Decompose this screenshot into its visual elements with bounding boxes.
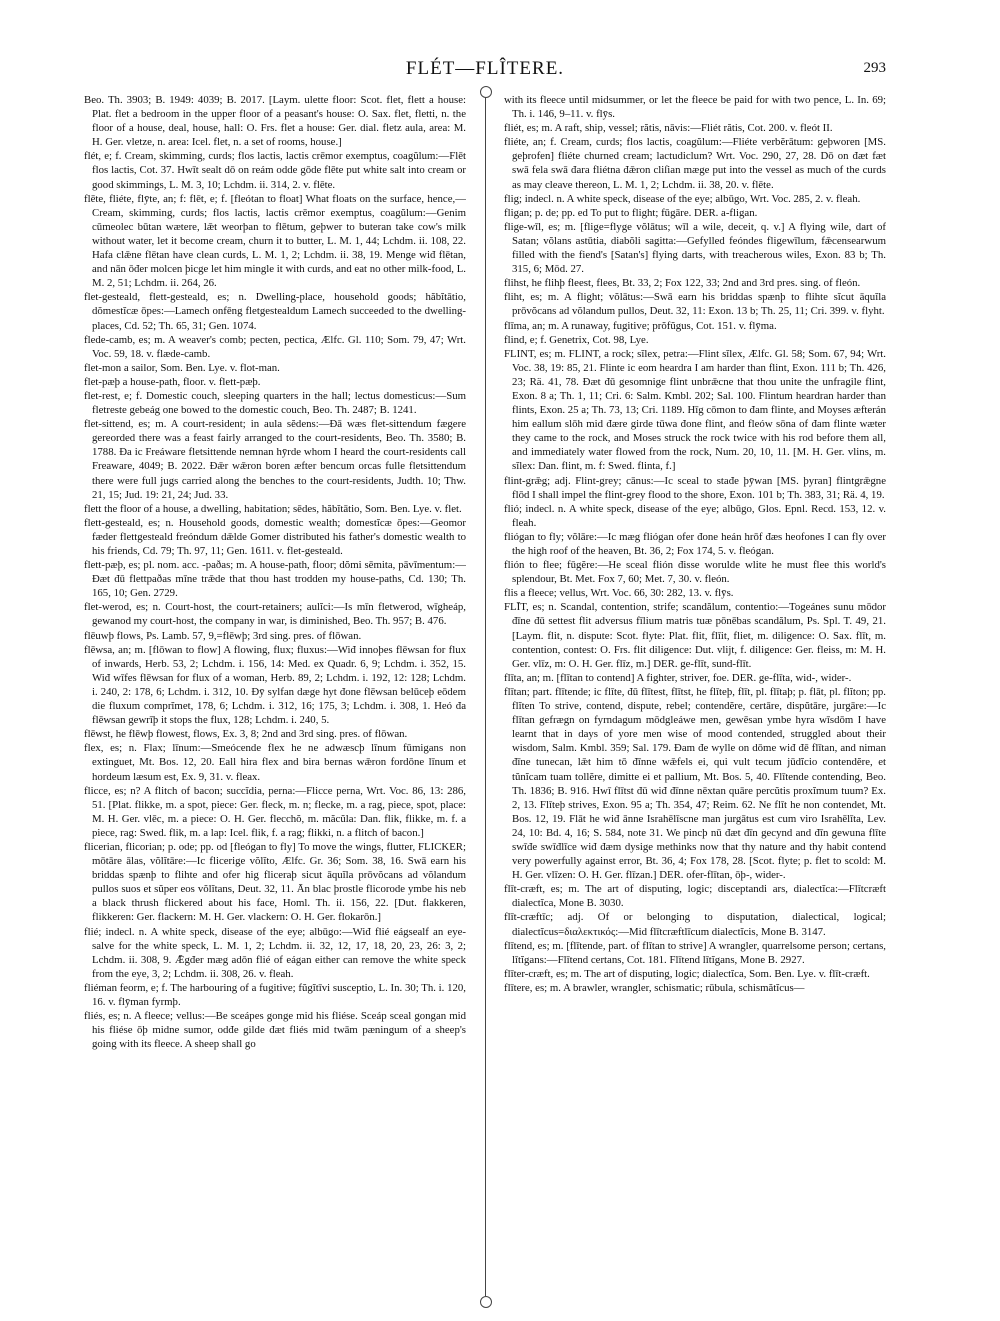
dictionary-entry: flión to flee; fūgĕre:—He sceal flión đisse worulde wlite he must flee this world's splendour, Bt. Met. Fox 7, 60; Met. 7, 30. v. fleón. <box>504 559 886 586</box>
dictionary-entry: flind, e; f. Genetrix, Cot. 98, Lye. <box>504 333 649 346</box>
dictionary-entry: flēuwþ flows, Ps. Lamb. 57, 9,=flēwþ; 3rd sing. pres. of flōwan. <box>84 629 362 642</box>
dictionary-entry: flet-sittend, es; m. A court-resident; in aula sĕdens:—Đā wæs flet-sittendum fægere gereorded there was a feast fairly arranged to the court-residents, Beo. Th. 3580; B. 1788. Đa ic Freáware fletsittende nemnan hȳrde whom I heard the court-residents call Freaware, 4049; B. 2022. Đǣr wǣron boren æfter bencum orcas fulle fletsittendum there were full jugs carried along the benches to the court-residents, Judth. 10; Thw. 21, 15; Jud. 19: 21, 24; Jud. 33. <box>84 418 466 501</box>
dictionary-entry: flett the floor of a house, a dwelling, habitation; sēdes, hăbĭtātio, Som. Ben. Lye. v. flet. <box>84 502 462 515</box>
dictionary-entry: flet-pæþ a house-path, floor. v. flett-pæþ. <box>84 375 261 388</box>
dictionary-entry: flint-grǣg; adj. Flint-grey; cānus:—Ic sceal to stađe þȳwan [MS. þyran] flintgrǣgne flōd I shall impel the flint-grey flood to the shore, Exon. 101 b; Th. 383, 31; Rä. 4, 19. <box>504 474 886 501</box>
dictionary-entry: flīt-cræftīc; adj. Of or belonging to disputation, dialectical, logical; dialectĭcus=διαλεκτικός:—Mid flītcræftlīcum dialectĭcis, Mone B. 3147. <box>504 911 886 938</box>
dictionary-entry: fliógan to fly; vŏlāre:—Ic mæg fliógan ofer đone heán hrōf đæs heofones I can fly over the high roof of the heaven, Bt. 36, 2; Fox 174, 5. v. fleógan. <box>504 530 886 557</box>
dictionary-entry: flet-rest, e; f. Domestic couch, sleeping quarters in the hall; lectus domesticus:—Sum fletreste gebeág one bowed to the domestic couch, Beo. Th. 2487; B. 1241. <box>84 389 466 417</box>
dictionary-entry: flīma, an; m. A runaway, fugitive; prŏfŭgus, Cot. 151. v. flȳma. <box>504 319 777 332</box>
left-column <box>84 93 466 1298</box>
dictionary-entry: flēwsa, an; m. [flōwan to flow] A flowing, flux; fluxus:—Wiđ innoþes flēwsan for flux of inwards, Herb. 53, 2; Lchdm. i. 156, 14: Med. ex Quadr. 6, 9; Lchdm. i. 352, 15. Wiđ wīfes flēwsan for flux of a woman, Herb. 89, 2; Lchdm. i. 192, 12: 128; Lchdm. i. 240, 2: 178, 6; Lchdm. i. 312, 10. Đȳ sylfan dæge hyt đone flēwsan belūceþ eōdem die fluxum comprĭmet, 178, 6; Lchdm. i. 312, 16; 175, 3; Lchdm. i. 308, 1. Heó đa flēwsan gewrīþ it stops the flux, 128; Lchdm. i. 240, 5. <box>84 643 466 727</box>
dictionary-entry: flió; indecl. n. A white speck, disease of the eye; albūgo, Glos. Epnl. Recd. 153, 12. v. fleah. <box>504 502 886 529</box>
dictionary-entry: flītere, es; m. A brawler, wrangler, schismatic; rūbula, schismătĭcus— <box>504 981 805 994</box>
dictionary-entry: flig; indecl. n. A white speck, disease of the eye; albūgo, Wrt. Voc. 285, 2. v. fleah. <box>504 192 861 205</box>
dictionary-entry: fliéte, an; f. Cream, curds; flos lactis, coagŭlum:—Fliéte verbĕrātum: geþworen [MS. geþrofen] fliéte churned cream; lactudiclum? Wrt. Voc. 290, 27, 28. Dō on đæt fæt swā fela swā đara fliétna đǣron cliſian mæge put into the vessel as much of the curds as may cleave thereon, L. M. 1, 2; Lchdm. ii. 38, 20. v. flēte. <box>504 136 886 191</box>
dictionary-entry: flet-gesteald, flett-gesteald, es; n. Dwelling-place, household goods; hăbĭtātio, dŏmestĭcæ ōpes:—Lamech onfēng fletgestealdum Lamech succeeded to the dwelling-places, Cd. 52; Th. 65, 31; Gen. 1074. <box>84 291 466 332</box>
dictionary-entry: FLĪT, es; n. Scandal, contention, strife; scandălum, contentio:—Togeánes sunu mōdor đīne đū settest flit adversus fīlium matris tuæ pōnēbas scandălum, Ps. Spl. T. 49, 21. [Laym. flit, n. dispute: Scot. flyte: Plat. flit, flīit, fliet, m. diligence: O. Sax. flīt, m. contention, contest: O. Frs. flit diligence: Dut. vlijt, f. diligence: Ger. fleiss, m: M. H. Ger. vlīz, m: O. H. Ger. flīz, m.] DER. ge-flīt, sund-flīt. <box>504 601 886 670</box>
dictionary-entry: Beo. Th. 3903; B. 1949: 4039; B. 2017. [Laym. ulette floor: Scot. flet, flett a house: Plat. flet a bedroom in the upper floor of a peasant's house: O. Sax. flet, fletti, n. the floor of a house, deal, house, hall: O. Frs. flet a house: Ger. dial. fletz aula, area: M. H. Ger. vletze, n. area: Icel. flet, n. a set of rooms, house.] <box>84 94 466 149</box>
page-number: 293 <box>863 60 886 76</box>
dictionary-entry: with its fleece until midsummer, or let the fleece be paid for with two pence, L. In. 69; Th. i. 146, 9–11. v. flȳs. <box>504 94 886 121</box>
dictionary-entry: flett-pæþ, es; pl. nom. acc. -paðas; m. A house-path, floor; dŏmi sēmita, pāvīmentum:—Đæt đū flettpaðas mīne trǣde that thou hast trodden my house-paths, Cd. 130; Th. 165, 10; Gen. 2729. <box>84 559 466 600</box>
divider-bottom-ornament <box>480 1296 492 1308</box>
right-column <box>504 93 886 1298</box>
dictionary-entry: flet-werod, es; n. Court-host, the court-retainers; aulĭci:—Is mīn fletwerod, wīgheáp, gewanod my court-host, the company in war, is diminished, Beo. Th. 957; B. 476. <box>84 601 466 628</box>
dictionary-entry: fliht, es; m. A flight; vŏlātus:—Swā earn his briddas spænþ to flihte sĭcut āquĭla prōvŏcans ad vŏlandum pullos, Deut. 32, 11: Exon. 13 b; Th. 25, 11; Cri. 399. v. flyht. <box>504 291 886 318</box>
dictionary-entry: flēwst, he flēwþ flowest, flows, Ex. 3, 8; 2nd and 3rd sing. pres. of flōwan. <box>84 728 408 741</box>
dictionary-entry: flede-camb, es; m. A weaver's comb; pecten, pectica, Ælfc. Gl. 110; Som. 79, 47; Wrt. Voc. 59, 18. v. flæde-camb. <box>84 333 466 360</box>
dictionary-entry: flét, e; f. Cream, skimming, curds; flos lactis, lactis crēmor exemptus, coagŭlum:—Flēt flos lactis, Cot. 37. Hwīt sealt dō on reám odde gōde flēte put white salt into cream or good skimmings, L. M. 3, 10; Lchdm. ii. 314, 2. v. flēte. <box>84 150 466 191</box>
dictionary-entry: fliét, es; m. A raft, ship, vessel; rătis, nāvis:—Fliét rătis, Cot. 200. v. fleót II. <box>504 122 833 135</box>
divider-top-ornament <box>480 86 492 98</box>
dictionary-entry: flīter-cræft, es; m. The art of disputing, logic; dialectĭca, Som. Ben. Lye. v. flīt-cræft. <box>504 967 870 980</box>
dictionary-entry: flēte, fliéte, flȳte, an; f: flēt, e; f. [fleótan to float] What floats on the surface, hence,—Cream, skimming, curds; flos lactis, lactis crēmor exemptus, coagŭlum:—Genim cūmeolec būtan wætere, lǣt weorþan to flētum, geþwer to buteran take cow's milk without water, let it become cream, churn it to butter, L. M. 1, 44; Lchdm. ii. 108, 22. Hafa clǣne flētan have clean curds, L. M. 1, 2; Lchdm. ii. 38, 19. Menge wiđ flētan, and nān ōđer molcen þicge let him mingle it with curds, and eat no other milk-food, L. M. 2, 51; Lchdm. ii. 264, 26. <box>84 192 466 290</box>
dictionary-entry: flītend, es; m. [flītende, part. of flītan to strive] A wrangler, quarrelsome person; certans, lītĭgans:—Flītend certans, Cot. 181. Flītend lītĭgans, Mone B. 2927. <box>504 939 886 966</box>
page-header <box>84 58 886 86</box>
dictionary-entry: fliéman feorm, e; f. The harbouring of a fugitive; fŭgĭtīvi susceptio, L. In. 30; Th. i. 120, 16. v. flȳman fyrmþ. <box>84 981 466 1008</box>
dictionary-entry: flīt-cræft, es; m. The art of disputing, logic; disceptandi ars, dialectĭca:—Flītcræft dialectĭca, Mone B. 3030. <box>504 883 886 910</box>
dictionary-entry: flié; indecl. n. A white speck, disease of the eye; albūgo:—Wiđ flié eágsealf an eye-salve for the white speck, L. M. 1, 2; Lchdm. ii. 32, 12, 17, 18, 20, 23, 26: 3, 2; Lchdm. ii. 308, 9. Ǣgđer mæg adōn flié of eágan either can remove the white speck from the eye, 3, 2; Lchdm. ii. 308, 26. v. fleah. <box>84 925 466 980</box>
dictionary-entry: flex, es; n. Flax; līnum:—Smeócende flex he ne adwæscþ līnum fūmigans non extinguet, Mt. Bos. 12, 20. Eall hira flex and bira bernas wǣron fordōne līnum et hordeum læsum est, Ex. 9, 31. v. fleax. <box>84 742 466 783</box>
column-divider <box>485 92 486 1296</box>
dictionary-entry: flett-gesteald, es; n. Household goods, domestic wealth; domestĭcæ ōpes:—Geomor fæder flettgesteald freóndum dǣlde Gomer distributed his father's domestic wealth to his friends, Cd. 79; Th. 97, 11; Gen. 1611. v. flet-gesteald. <box>84 516 466 557</box>
dictionary-entry: flicerian, flicorian; p. ode; pp. od [fleógan to fly] To move the wings, flutter, FLICKER; mōtāre ālas, vŏlĭtāre:—Ic flicerige vŏlĭto, Ælfc. Gr. 36; Som. 38, 16. Swā earn his briddas spænþ to flihte and ofer hig fliceraþ sicut āquĭla prōvŏcans ad vŏlandum pullos suos et sŭper eos vŏlĭtans, Deut. 32, 11. Ān blac þrostle flicorode ymbe his neb a black thrush flickered about his face, Homl. Th. ii. 156, 22. [Dut. flakkeren, flikkeren: Ger. flackern: M. H. Ger. vlackern: O. H. Ger. flokarōn.] <box>84 840 466 924</box>
dictionary-entry: flige-wīl, es; m. [flige=flyge vŏlātus; wīl a wile, deceit, q. v.] A flying wile, dart of Satan; vŏlans astūtia, diabŏli sagitta:—Gefylled feóndes fligewīlum, fǣcensearwum filled with the fiend's [Satan's] flying darts, with treacherous wiles, Exon. 83 b; Th. 315, 6; Mōd. 27. <box>504 220 886 276</box>
dictionary-entry: flicce, es; n? A flitch of bacon; succĭdia, perna:—Flicce perna, Wrt. Voc. 86, 13: 286, 51. [Plat. flikke, m. a spot, piece: Ger. fleck, m. n; flecke, m. a rag, piece, spot, place: M. H. Ger. vlēc, m. a piece: O. H. Ger. flecchŏ, m. măcŭla: Dan. flik, flikke, m. f. a piece, rag: Swed. flik, m. a lap: Icel. flik, f. a rag; flikki, n. a flitch of bacon.] <box>84 784 466 839</box>
dictionary-entry: flet-mon a sailor, Som. Ben. Lye. v. flot-man. <box>84 361 280 374</box>
dictionary-entry: FLINT, es; m. FLINT, a rock; sĭlex, petra:—Flint sĭlex, Ælfc. Gl. 58; Som. 67, 94; Wrt. Voc. 38, 19: 85, 21. Flinte ic eom heardra I am harder than flint, Exon. 111 b; Th. 426, 23; Rä. 41, 78. Đæt đū gesomnige flint unbrǣcne that thou unite the unfragile flint, Exon. 8 a; Th. 1, 11; Cri. 6: Salm. Kmbl. 202; Sal. 100. Flintum heardran harder than flints, Exon. 25 a; Th. 73, 13; Cri. 1189. Hīg cōmon to đam flinte, and Moyses æfterán him eallum slōh mid đære girde tūwa đone flint, and fleów sōna of đam flinte wæter they came to the rock, and Moses struck the rock twice with his rod before them all, and immediately water flowed from the rock, Num. 20, 10, 11. [M. H. Ger. vlins, m. sĭlex: Dan. flint, m. f: Swed. flinta, f.] <box>504 347 886 473</box>
dictionary-entry: flis a fleece; vellus, Wrt. Voc. 66, 30: 282, 13. v. flȳs. <box>504 587 734 600</box>
running-title: FLÉT—FLÎTERE. <box>405 58 565 79</box>
dictionary-entry: fliés, es; n. A fleece; vellus:—Be sceápes gonge mid his fliése. Sceáp sceal gongan mid his fliése ōþ midne sumor, odđe gilde đæt fliés mid twām pæningum of a sheep's going with its fleece. A sheep shall go <box>84 1010 466 1051</box>
dictionary-entry: flīta, an; m. [flītan to contend] A fighter, striver, foe. DER. ge-flīta, wid-, wider-. <box>504 671 852 684</box>
dictionary-entry: fligan; p. de; pp. ed To put to flight; fūgāre. DER. a-fligan. <box>504 206 758 219</box>
dictionary-entry: flihst, he flihþ fleest, flees, Bt. 33, 2; Fox 122, 33; 2nd and 3rd pres. sing. of fleón. <box>504 277 861 290</box>
dictionary-entry: flītan; part. flītende; ic flīte, đū flītest, flītst, he flīteþ, flīt, pl. flītaþ; p. flāt, pl. flĭton; pp. flĭten To strive, contend, dispute, rebel; contendĕre, certāre, dispŭtāre, jurgāre:—Ic flītan gefrægn on fyrndagum mōdgleáwe men, gewēsan ymbe hyra wīsdōm I have learnt that in days of yore men wise of mood contended, struggled about their wisdom, Salm. Kmbl. 359; Sal. 179. Đam đe wylle on dōme wiđ đē flītan, and niman đīne tunecan, lǣt him tō đīnne wǣfels ei, qui vult tecum jūdĭcio contendĕre, et tŭnĭcam tuam tollĕre, dimitte ei et pallium, Mt. Bos. 5, 40. Flītende contending, Beo. Th. 1836; B. 916. Hwī flītst đū wiđ đīnne nēxtan quāre percŭtis proxĭmum tuum? Ex. 2, 13. Flīteþ strives, Exon. 95 a; Th. 354, 47; Reim. 62. Ne flīt he non contendet, Mt. Bos. 12, 19. Flāt he wiđ ānne Israhēlīscne man jurgātus est cum viro Israhēlīta, Lev. 24, 10: Bd. 4, 16; S. 584, note 31. We pincþ nū đæt đīn gecynd and đīn gewuna flīte swīđe swīđlīce wiđ đæm dysige methinks now that thy nature and thy habit contend very powerfully against error, Bt. 36, 4; Fox 178, 28. [Scot. flyte; p. flet to scold: M. H. Ger. vlīzen: O. H. Ger. flīzan.] DER. ofer-flītan, ōþ-, wider-. <box>504 685 886 882</box>
